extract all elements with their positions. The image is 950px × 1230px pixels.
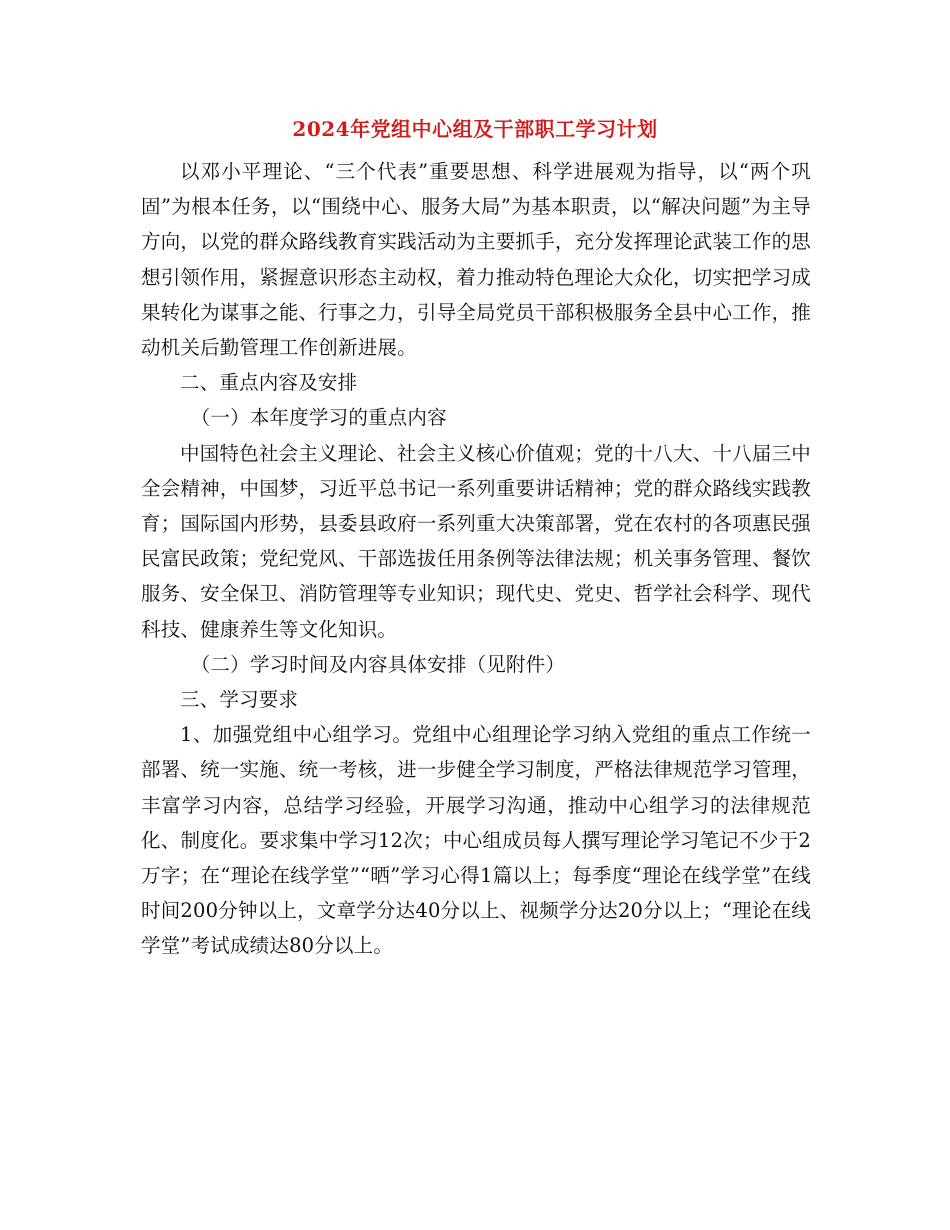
- paragraph-study-topics: 中国特色社会主义理论、社会主义核心价值观；党的十八大、十八届三中全会精神，中国梦，习近平总书记一系列重要讲话精神；党的群众路线实践教育；国际国内形势，县委县政府一系列重大决策部署，党在农村的各项惠民强民富民政策；党纪党风、干部选拔任用条例等法律法规；机关事务管理、餐饮服务、安全保卫、消防管理等专业知识；现代史、党史、哲学社会科学、现代科技、健康养生等文化知识。: [141, 441, 811, 641]
- paragraph-requirement-1: 1、加强党组中心组学习。党组中心组理论学习纳入党组的重点工作统一部署、统一实施、统一考核，进一步健全学习制度，严格法律规范学习管理，丰富学习内容，总结学习经验，开展学习沟通，推动中心组学习的法律规范化、制度化。要求集中学习12次；中心组成员每人撰写理论学习笔记不少于2万字；在“理论在线学堂”“晒”学习心得1篇以上；每季度“理论在线学堂”在线时间200分钟以上，文章学分达40分以上、视频学分达20分以上；“理论在线学堂”考试成绩达80分以上。: [141, 723, 811, 958]
- subsection-heading-schedule: （二）学习时间及内容具体安排（见附件）: [190, 652, 566, 676]
- subsection-heading-annual-focus: （一）本年度学习的重点内容: [190, 406, 447, 430]
- section-heading-requirements: 三、学习要求: [180, 688, 299, 712]
- document-body: [141, 154, 811, 964]
- document-title: 2024年党组中心组及干部职工学习计划: [292, 117, 658, 141]
- section-heading-key-content: 二、重点内容及安排: [180, 371, 358, 395]
- paragraph-guiding-principle: 以邓小平理论、“三个代表”重要思想、科学进展观为指导，以“两个巩固”为根本任务，以“围绕中心、服务大局”为基本职责，以“解决问题”为主导方向，以党的群众路线教育实践活动为主要抓手，充分发挥理论武装工作的思想引领作用，紧握意识形态主动权，着力推动特色理论大众化，切实把学习成果转化为谋事之能、行事之力，引导全局党员干部积极服务全县中心工作，推动机关后勤管理工作创新进展。: [141, 160, 811, 360]
